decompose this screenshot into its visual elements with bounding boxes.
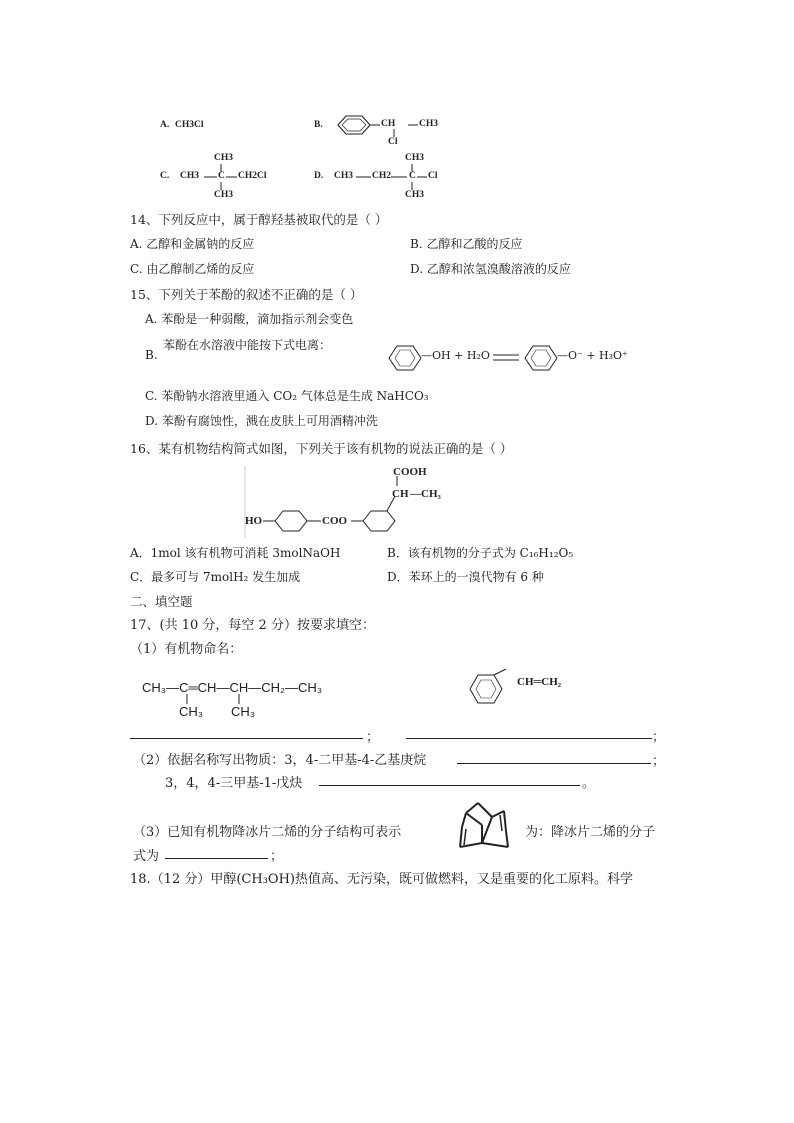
q16-stem: 16、某有机物结构简式如图，下列关于该有机物的说法正确的是（ ） (130, 441, 513, 456)
q17-part3-a: （3）已知有机物降冰片二烯的分子结构可表示 (133, 825, 402, 840)
q17-chain-sub1: CH₃ (179, 704, 204, 719)
q13-option-b-ch3: CH3 (419, 119, 438, 129)
q13-option-a-letter: A. (160, 120, 170, 130)
section-heading: 二、填空题 (130, 594, 193, 609)
q16-struct-coo: COO (322, 515, 348, 527)
q13-option-c-letter: C. (160, 171, 170, 181)
q16-structure-diagram (245, 466, 475, 546)
q17-semicolon-3: ； (652, 754, 666, 769)
q15-option-a: A. 苯酚是一种弱酸，滴加指示剂会变色 (145, 312, 354, 326)
q17-answer-blank-2[interactable] (406, 738, 652, 739)
q15-equation-left: —OH + H₂O (421, 349, 490, 362)
q17-answer-blank-4[interactable] (319, 785, 580, 786)
q17-semicolon-1: ； (366, 730, 380, 745)
q13-option-d-left: CH3 (334, 171, 353, 181)
q13-option-b-cl: Cl (388, 137, 398, 147)
q17-semicolon-2: ； (652, 730, 666, 745)
q13-option-c-bottom: CH3 (214, 190, 233, 200)
q15-stem: 15、下列关于苯酚的叙述不正确的是（ ） (130, 287, 363, 302)
q16-option-d: D．苯环上的一溴代物有 6 种 (387, 570, 544, 584)
q16-struct-ho: HO (245, 515, 263, 527)
q15-option-c: C. 苯酚钠水溶液里通入 CO₂ 气体总是生成 NaHCO₃ (145, 389, 429, 403)
q15-option-b-text: 苯酚在水溶液中能按下式电离： (163, 338, 332, 352)
q13-option-d-bottom: CH3 (405, 190, 424, 200)
q13-option-d-bonds (350, 160, 470, 210)
q13-option-c-bonds (200, 160, 280, 210)
q16-option-a: A．1mol 该有机物可消耗 3molNaOH (130, 546, 341, 560)
q14-option-a: A. 乙醇和金属钠的反应 (130, 237, 255, 251)
q17-part3-c: 式为 (133, 849, 160, 864)
q16-struct-cooh: COOH (393, 466, 427, 478)
q17-styrene-formula: CH═CH₂ (517, 676, 562, 688)
q13-option-c-right: CH2Cl (238, 171, 267, 181)
q17-stem: 17、(共 10 分，每空 2 分）按要求填空： (130, 618, 375, 633)
q17-period: 。 (582, 776, 596, 791)
q15-option-b-letter: B. (145, 348, 158, 362)
q13-option-b-letter: B. (314, 120, 323, 130)
q17-norbornadiene-diagram (456, 803, 516, 853)
q13-option-c-left: CH3 (180, 171, 199, 181)
q16-option-c: C．最多可与 7molH₂ 发生加成 (130, 570, 301, 584)
q17-part1: （1）有机物命名： (130, 642, 243, 657)
q16-struct-ch: CH (392, 488, 409, 500)
q17-chain-formula: CH₃—C═CH—CH—CH₂—CH₃ (142, 680, 323, 695)
q17-part3-b: 为：降冰片二烯的分子 (525, 825, 656, 840)
q13-option-b-ch: CH (381, 119, 396, 129)
q13-option-d-mid: CH2 (372, 171, 391, 181)
q13-option-d-c: C (409, 171, 416, 181)
q13-option-c-c: C (218, 171, 225, 181)
q14-option-c: C. 由乙醇制乙烯的反应 (130, 262, 255, 276)
q14-stem: 14、下列反应中，属于醇羟基被取代的是（ ） (130, 212, 388, 227)
q17-chain-sub2: CH₃ (231, 704, 256, 719)
q16-option-b: B．该有机物的分子式为 C₁₆H₁₂O₅ (387, 546, 574, 560)
q17-answer-blank-5[interactable] (165, 858, 268, 859)
q18-stem: 18.（12 分）甲醇(CH₃OH)热值高、无污染，既可做燃料，又是重要的化工原料。科学 (130, 872, 633, 887)
q17-styrene-ring (466, 665, 526, 715)
q17-part2-a: （2）依据名称写出物质：3，4-二甲基-4-乙基庚烷 (133, 753, 427, 768)
q13-option-a-formula: CH3Cl (175, 120, 204, 130)
q15-equation-right: —O⁻ + H₃O⁺ (557, 349, 628, 362)
q13-option-d-letter: D. (314, 171, 324, 181)
q13-option-d-top: CH3 (405, 153, 424, 163)
q13-option-c-top: CH3 (214, 153, 233, 163)
q17-semicolon-4: ； (270, 849, 284, 864)
q14-option-d: D. 乙醇和浓氢溴酸溶液的反应 (410, 262, 571, 276)
q16-struct-ch3: —CH₃ (410, 488, 441, 500)
q17-part2-b: 3，4，4-三甲基-1-戊炔 (165, 776, 303, 791)
q17-answer-blank-1[interactable] (130, 738, 363, 739)
q17-answer-blank-3[interactable] (457, 763, 651, 764)
q13-option-d-right: Cl (428, 171, 438, 181)
q15-option-d: D. 苯酚有腐蚀性，溅在皮肤上可用酒精冲洗 (145, 414, 378, 428)
q14-option-b: B. 乙醇和乙酸的反应 (410, 237, 523, 251)
